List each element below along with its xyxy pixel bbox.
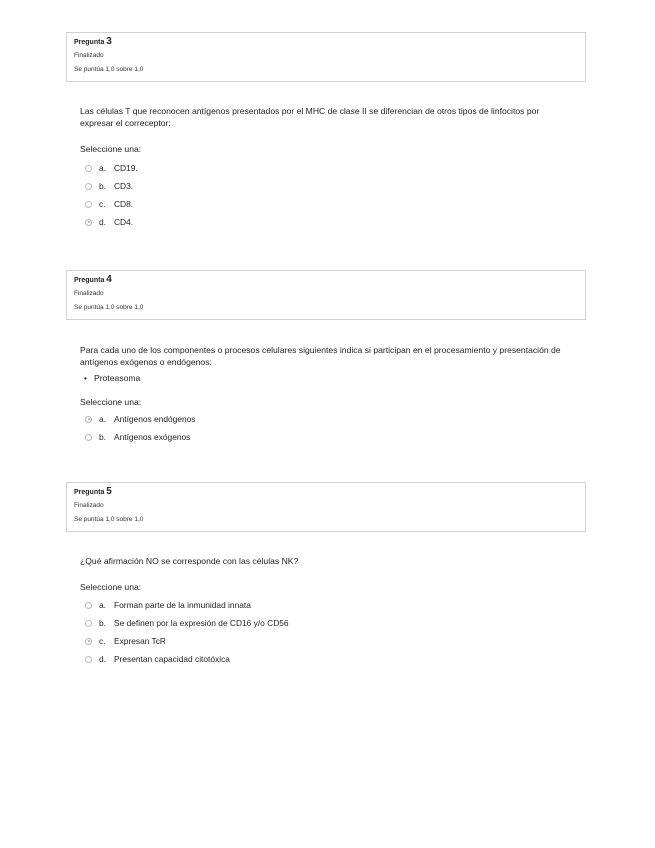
bullet-item: • Proteasoma [94, 372, 570, 385]
radio-button[interactable] [85, 602, 92, 609]
answer-option[interactable] [80, 159, 570, 177]
answer-options [80, 596, 570, 668]
question-label: Pregunta [74, 277, 105, 284]
option-letter: c. [99, 636, 106, 646]
question-body [80, 105, 570, 231]
option-letter: d. [99, 217, 106, 227]
question-info-box [66, 482, 586, 532]
select-prompt: Seleccione una: [80, 397, 142, 407]
option-letter: a. [99, 414, 106, 424]
radio-button-checked[interactable] [85, 638, 92, 645]
option-text: Antígenos exógenos [114, 432, 191, 442]
question-title [74, 487, 585, 498]
option-letter: d. [99, 654, 106, 664]
answer-option-selected[interactable] [80, 213, 570, 231]
question-grade: Se puntúa 1,0 sobre 1,0 [74, 66, 144, 73]
question-state: Finalizado [74, 502, 104, 509]
bullet-list [80, 372, 570, 385]
radio-button[interactable] [85, 165, 92, 172]
answer-options [80, 410, 570, 446]
answer-option-selected[interactable] [80, 410, 570, 428]
question-number: 5 [106, 486, 112, 497]
option-letter: a. [99, 600, 106, 610]
option-letter: a. [99, 163, 106, 173]
answer-options [80, 159, 570, 231]
question-text: Las células T que reconocen antígenos presentados por el MHC de clase II se diferencian de otros tipos de linfocitos por expresar el correceptor: [80, 106, 540, 128]
question-title [74, 37, 585, 48]
option-letter: b. [99, 181, 106, 191]
radio-button[interactable] [85, 201, 92, 208]
select-prompt: Seleccione una: [80, 144, 142, 154]
option-text: Se definen por la expresión de CD16 y/o CD56 [114, 618, 289, 628]
question-info-box [66, 270, 586, 320]
question-text: Para cada uno de los componentes o procesos celulares siguientes indica si participan en el procesamiento y presentación de antígenos exógenos o endógenos: [80, 345, 561, 367]
question-state: Finalizado [74, 52, 104, 59]
option-letter: b. [99, 432, 106, 442]
answer-option[interactable] [80, 614, 570, 632]
answer-option[interactable] [80, 177, 570, 195]
option-letter: c. [99, 199, 106, 209]
option-letter: b. [99, 618, 106, 628]
question-body [80, 344, 570, 446]
question-number: 3 [106, 36, 112, 47]
radio-button[interactable] [85, 656, 92, 663]
question-state: Finalizado [74, 290, 104, 297]
radio-button[interactable] [85, 620, 92, 627]
question-label: Pregunta [74, 39, 105, 46]
question-grade: Se puntúa 1,0 sobre 1,0 [74, 516, 144, 523]
option-text: CD8. [114, 199, 134, 209]
radio-button-checked[interactable] [85, 219, 92, 226]
question-label: Pregunta [74, 489, 105, 496]
question-title [74, 275, 585, 286]
option-text: Antígenos endógenos [114, 414, 196, 424]
question-info-box [66, 32, 586, 82]
answer-option[interactable] [80, 650, 570, 668]
answer-option-selected[interactable] [80, 632, 570, 650]
option-text: Forman parte de la inmunidad innata [114, 600, 251, 610]
question-number: 4 [106, 274, 112, 285]
option-text: Presentan capacidad citotóxica [114, 654, 230, 664]
option-text: CD4. [114, 217, 134, 227]
option-text: CD3. [114, 181, 134, 191]
option-text: CD19. [114, 163, 138, 173]
option-text: Expresan TcR [114, 636, 166, 646]
question-body [80, 555, 570, 668]
select-prompt: Seleccione una: [80, 582, 142, 592]
answer-option[interactable] [80, 195, 570, 213]
question-text: ¿Qué afirmación NO se corresponde con las células NK? [80, 556, 299, 566]
radio-button[interactable] [85, 434, 92, 441]
answer-option[interactable] [80, 596, 570, 614]
radio-button-checked[interactable] [85, 416, 92, 423]
answer-option[interactable] [80, 428, 570, 446]
question-grade: Se puntúa 1,0 sobre 1,0 [74, 304, 144, 311]
radio-button[interactable] [85, 183, 92, 190]
